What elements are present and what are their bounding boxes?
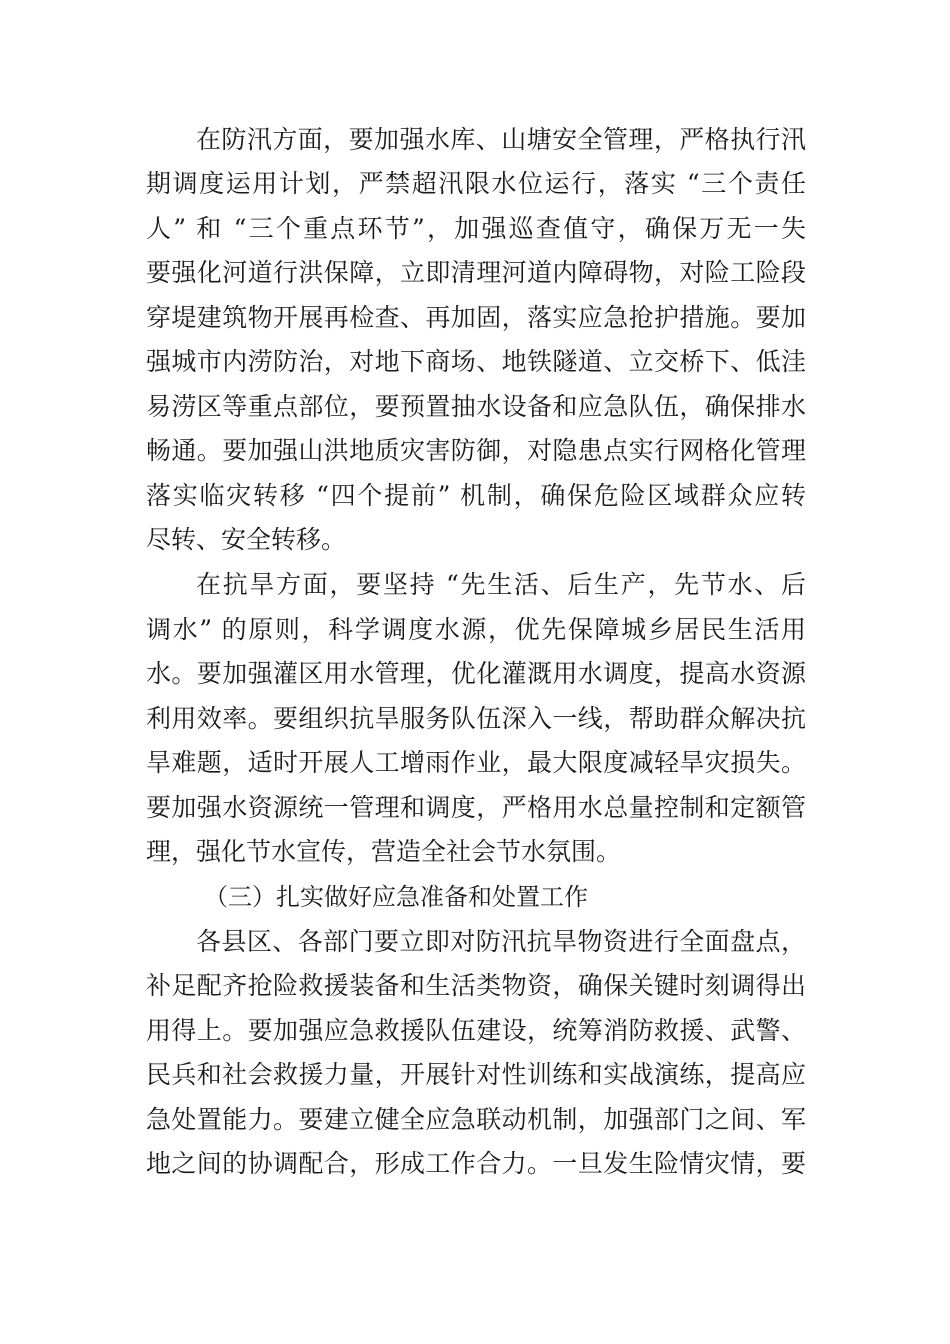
section-heading: （三）扎实做好应急准备和处置工作 <box>204 883 588 911</box>
text-line: 民兵和社会救援力量，开展针对性训练和实战演练，提高应 <box>146 1060 806 1089</box>
text-line: 地之间的协调配合，形成工作合力。一旦发生险情灾情，要 <box>146 1149 806 1178</box>
text-line: 期调度运用计划，严禁超汛限水位运行，落实 “三个责任 <box>146 169 806 198</box>
text-line: 要强化河道行洪保障，立即清理河道内障碍物，对险工险段 <box>146 258 806 287</box>
text-line: 人” 和 “三个重点环节”，加强巡查值守，确保万无一失 <box>146 214 806 243</box>
text-line: 易涝区等重点部位，要预置抽水设备和应急队伍，确保排水 <box>146 392 806 421</box>
text-line: 穿堤建筑物开展再检查、再加固，落实应急抢护措施。要加 <box>146 303 806 332</box>
text-line: 在防汛方面，要加强水库、山塘安全管理，严格执行汛 <box>196 125 806 154</box>
text-line: 在抗旱方面，要坚持 “先生活、后生产，先节水、后 <box>196 570 806 599</box>
text-line: 强城市内涝防治，对地下商场、地铁隧道、立交桥下、低洼 <box>146 347 806 376</box>
text-line: 落实临灾转移 “四个提前” 机制，确保危险区域群众应转 <box>146 481 806 510</box>
text-line: 旱难题，适时开展人工增雨作业，最大限度减轻旱灾损失。 <box>146 748 806 777</box>
text-line: 利用效率。要组织抗旱服务队伍深入一线，帮助群众解决抗 <box>146 704 806 733</box>
text-line: 尽转、安全转移。 <box>146 525 347 554</box>
text-line: 用得上。要加强应急救援队伍建设，统筹消防救援、武警、 <box>146 1016 806 1045</box>
text-line: 畅通。要加强山洪地质灾害防御，对隐患点实行网格化管理 <box>146 436 806 465</box>
text-line: 补足配齐抢险救援装备和生活类物资，确保关键时刻调得出 <box>146 971 806 1000</box>
text-line: 水。要加强灌区用水管理，优化灌溉用水调度，提高水资源 <box>146 659 806 688</box>
text-line: 各县区、各部门要立即对防汛抗旱物资进行全面盘点， <box>196 927 806 956</box>
text-line: 要加强水资源统一管理和调度，严格用水总量控制和定额管 <box>146 793 806 822</box>
text-line: 急处置能力。要建立健全应急联动机制，加强部门之间、军 <box>146 1105 806 1134</box>
text-line: 理，强化节水宣传，营造全社会节水氛围。 <box>146 837 622 866</box>
text-line: 调水” 的原则，科学调度水源，优先保障城乡居民生活用 <box>146 615 806 644</box>
